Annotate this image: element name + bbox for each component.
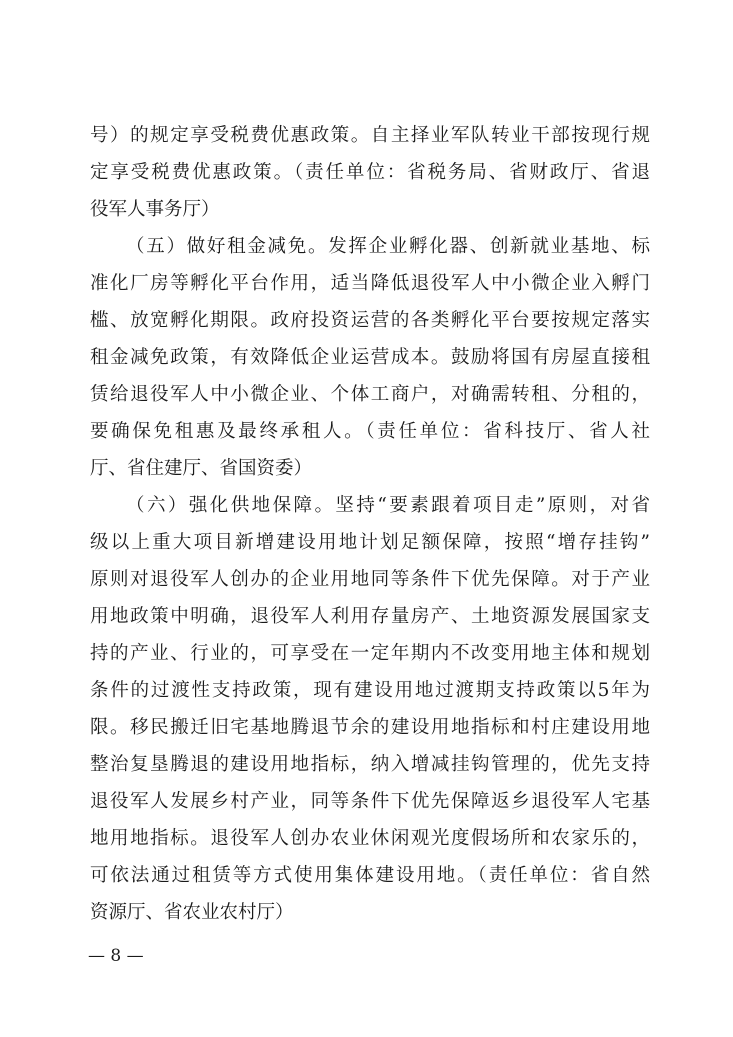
text-line: 定享受税费优惠政策。（责任单位：省税务局、省财政厅、省退 [90, 162, 650, 183]
text-line: 厅、省住建厅、省国资委） [90, 458, 313, 479]
text-line: 要确保免租惠及最终承租人。（责任单位：省科技厅、省人社 [90, 421, 650, 442]
text-line: 原则对退役军人创办的企业用地同等条件下优先保障。对于产业 [90, 569, 650, 590]
text-line: 号）的规定享受税费优惠政策。自主择业军队转业干部按现行规 [90, 125, 650, 146]
text-line: 租金减免政策，有效降低企业运营成本。鼓励将国有房屋直接租 [90, 347, 650, 368]
text-line: 地用地指标。退役军人创办农业休闲观光度假场所和农家乐的， [90, 828, 650, 849]
text-line: 准化厂房等孵化平台作用，适当降低退役军人中小微企业入孵门 [90, 273, 650, 294]
text-line: 持的产业、行业的，可享受在一定年期内不改变用地主体和规划 [90, 643, 650, 664]
text-line: 限。移民搬迁旧宅基地腾退节余的建设用地指标和村庄建设用地 [90, 717, 650, 738]
text-line: 槛、放宽孵化期限。政府投资运营的各类孵化平台要按规定落实 [90, 310, 650, 331]
text-line: 可依法通过租赁等方式使用集体建设用地。（责任单位：省自然 [90, 865, 650, 886]
text-line: 役军人事务厅） [90, 199, 220, 220]
paragraph-heading-line: （六）强化供地保障。坚持“要素跟着项目走”原则，对省 [126, 495, 650, 516]
page-number: — 8 — [88, 946, 144, 966]
text-line: 级以上重大项目新增建设用地计划足额保障，按照“增存挂钩” [90, 532, 650, 553]
text-line: 用地政策中明确，退役军人利用存量房产、土地资源发展国家支 [90, 606, 650, 627]
text-line: 资源厅、省农业农村厅） [90, 902, 294, 923]
text-line: 整治复垦腾退的建设用地指标，纳入增减挂钩管理的，优先支持 [90, 754, 650, 775]
paragraph-heading-line: （五）做好租金减免。发挥企业孵化器、创新就业基地、标 [126, 236, 650, 257]
text-line: 赁给退役军人中小微企业、个体工商户，对确需转租、分租的， [90, 384, 650, 405]
text-line: 退役军人发展乡村产业，同等条件下优先保障返乡退役军人宅基 [90, 791, 650, 812]
text-line: 条件的过渡性支持政策，现有建设用地过渡期支持政策以5年为 [90, 680, 650, 701]
